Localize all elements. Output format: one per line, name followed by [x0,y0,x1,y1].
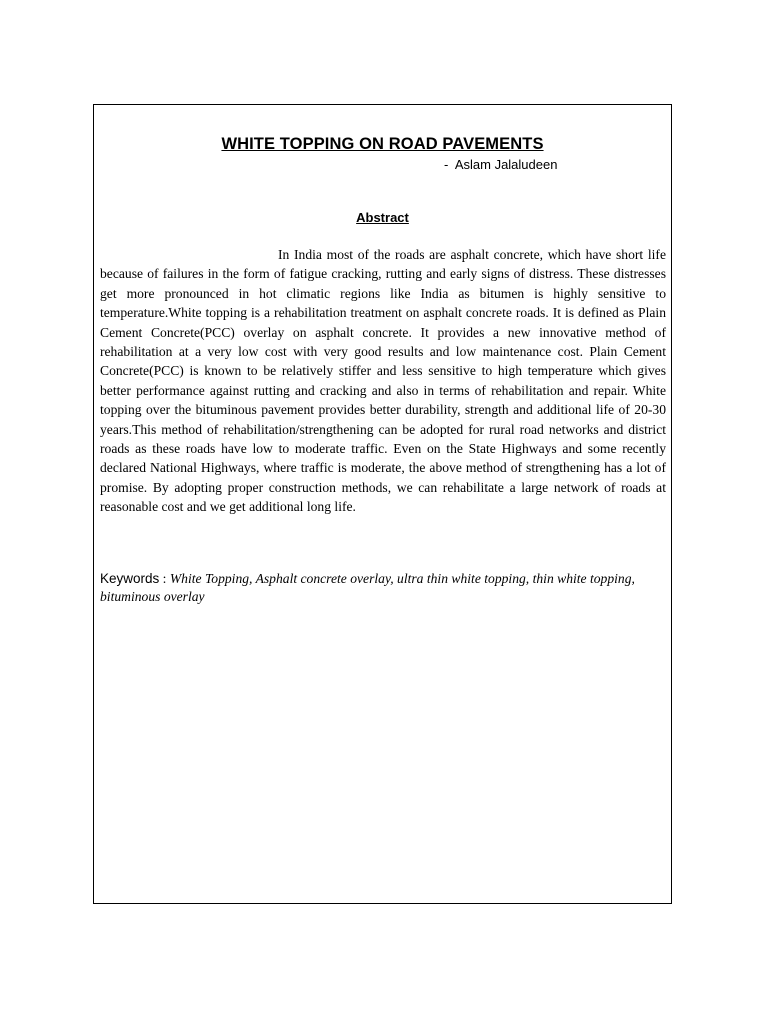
keywords-label: Keywords [100,571,160,586]
abstract-heading: Abstract [356,210,409,225]
page-border-frame [93,104,672,904]
abstract-body: In India most of the roads are asphalt concrete, which have short life because of failures in the form of fatigue cracking, rutting and early signs of distress. These distresses get more pronounced in hot climatic regions like India as bitumen is highly sensitive to temperature.White topping is a rehabilitation treatment on asphalt concrete roads. It is defined as Plain Cement Concrete(PCC) overlay on asphalt concrete. It provides a new innovative method of rehabilitation at a very low cost with very good results and low maintenance cost. Plain Cement Concrete(PCC) is known to be relatively stiffer and less sensitive to high temperature which gives better performance against rutting and cracking and also in terms of rehabilitation and repair. White topping over the bituminous pavement provides better durability, strength and additional life of 20-30 years.This method of rehabilitation/strengthening can be adopted for rural road networks and district roads as these roads have low to moderate traffic. Even on the State Highways and some recently declared National Highways, where traffic is moderate, the above method of strengthening has a lot of promise. By adopting proper construction methods, we can rehabilitate a large network of roads at reasonable cost and we get additional long life. [100,247,666,515]
keywords-text: White Topping, Asphalt concrete overlay, ultra thin white topping, thin white topping, bituminous overlay [100,571,635,604]
keywords-separator: : [159,571,170,586]
keywords-section [100,570,666,606]
document-title: WHITE TOPPING ON ROAD PAVEMENTS [221,135,544,153]
author-line: - Aslam Jalaludeen [444,157,558,172]
